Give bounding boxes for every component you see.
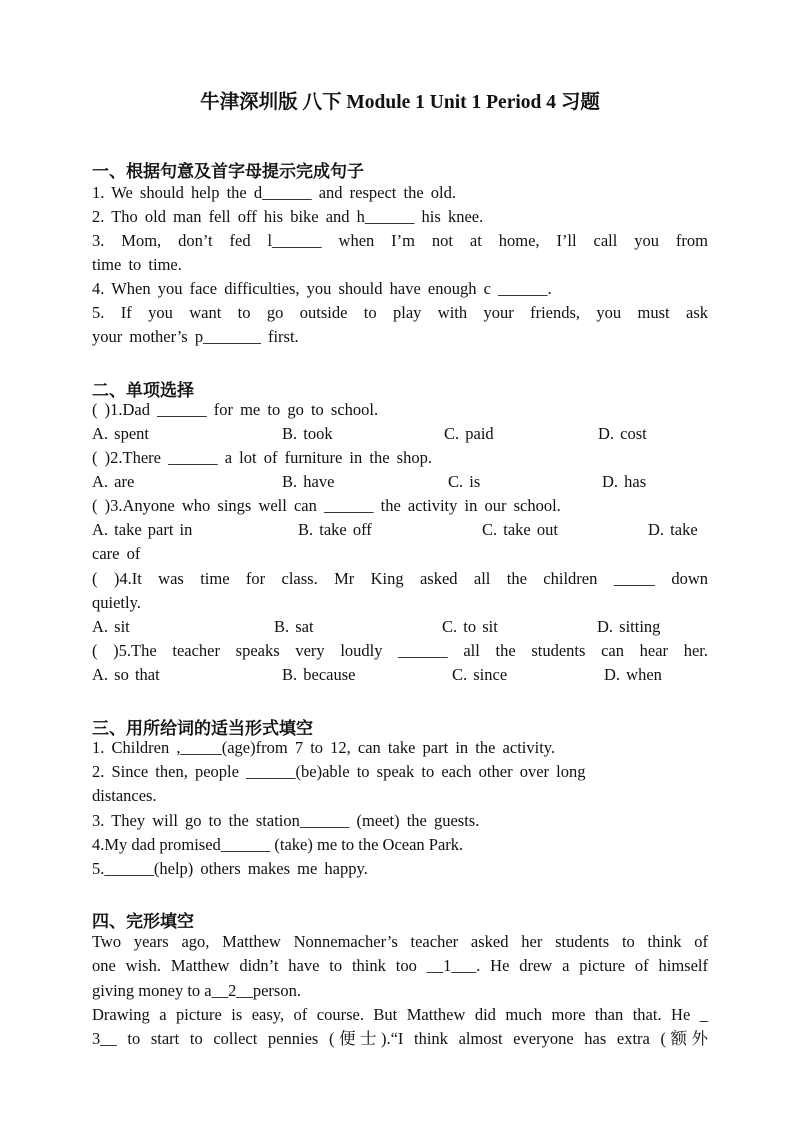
q4-option-c: C. to sit — [442, 617, 498, 636]
q4-option-a: A. sit — [92, 617, 130, 636]
s4-line-2: one wish. Matthew didn’t have to think too __1___. He drew a picture of himself — [92, 956, 708, 975]
q3-option-d-continued: care of — [92, 544, 141, 563]
q4-option-b: B. sat — [274, 617, 314, 636]
s3-line-5: 4.My dad promised______ (take) me to the Ocean Park. — [92, 835, 464, 854]
q5-option-a: A. so that — [92, 665, 160, 684]
q1-options — [92, 422, 708, 446]
q2-option-d: D. has — [602, 472, 647, 491]
s3-line-4: 3. They will go to the station______ (meet) the guests. — [92, 811, 480, 830]
q5-stem: ( )5.The teacher speaks very loudly ______ all the students can hear her. — [92, 641, 708, 660]
s1-line-3: 3. Mom, don’t fed l______ when I’m not at home, I’ll call you from — [92, 231, 708, 250]
q2-option-a: A. are — [92, 472, 135, 491]
q5-option-c: C. since — [452, 665, 508, 684]
page-title: 牛津深圳版 八下 Module 1 Unit 1 Period 4 习题 — [200, 92, 600, 113]
q3-options — [92, 518, 708, 542]
q4-options — [92, 615, 708, 639]
s3-line-1: 1. Children ,_____(age)from 7 to 12, can take part in the activity. — [92, 738, 556, 757]
s1-line-6: 5. If you want to go outside to play with your friends, you must ask — [92, 303, 708, 322]
s3-line-6: 5.______(help) others makes me happy. — [92, 859, 368, 878]
s1-line-7: your mother’s p_______ first. — [92, 327, 299, 346]
section-1-heading: 一、根据句意及首字母提示完成句子 — [92, 162, 364, 182]
q1-option-d: D. cost — [598, 424, 647, 443]
q1-option-a: A. spent — [92, 424, 149, 443]
q1-option-c: C. paid — [444, 424, 494, 443]
q5-options — [92, 663, 708, 687]
s4-line-1: Two years ago, Matthew Nonnemacher’s teacher asked her students to think of — [92, 932, 708, 951]
s3-line-2: 2. Since then, people ______(be)able to speak to each other over long — [92, 762, 586, 781]
section-4-heading: 四、完形填空 — [92, 912, 194, 932]
q5-option-b: B. because — [282, 665, 356, 684]
q1-option-b: B. took — [282, 424, 333, 443]
s4-line-3: giving money to a__2__person. — [92, 981, 301, 1000]
q1-stem: ( )1.Dad ______ for me to go to school. — [92, 400, 379, 419]
q3-option-b: B. take off — [298, 520, 372, 539]
q2-option-b: B. have — [282, 472, 335, 491]
s4-line-5: 3__ to start to collect pennies (便士).“I think almost everyone has extra (额外 — [92, 1029, 708, 1048]
section-3-heading: 三、用所给词的适当形式填空 — [92, 719, 313, 739]
q2-options — [92, 470, 708, 494]
q3-option-a: A. take part in — [92, 520, 193, 539]
q2-option-c: C. is — [448, 472, 481, 491]
s3-line-3: distances. — [92, 786, 157, 805]
q4-stem: ( )4.It was time for class. Mr King asked all the children _____ down — [92, 569, 708, 588]
s1-line-4: time to time. — [92, 255, 182, 274]
s1-line-2: 2. Tho old man fell off his bike and h______ his knee. — [92, 207, 484, 226]
q2-stem: ( )2.There ______ a lot of furniture in the shop. — [92, 448, 432, 467]
q4-option-d: D. sitting — [597, 617, 661, 636]
q3-stem: ( )3.Anyone who sings well can ______ the activity in our school. — [92, 496, 561, 515]
q5-option-d: D. when — [604, 665, 662, 684]
s4-line-4: Drawing a picture is easy, of course. But Matthew did much more than that. He _ — [92, 1005, 708, 1024]
q3-option-c: C. take out — [482, 520, 558, 539]
s1-line-5: 4. When you face difficulties, you should have enough c ______. — [92, 279, 552, 298]
worksheet-page — [92, 0, 708, 1130]
q4-stem-continued: quietly. — [92, 593, 141, 612]
section-2-heading: 二、单项选择 — [92, 381, 194, 401]
q3-option-d: D. take — [648, 520, 698, 539]
s1-line-1: 1. We should help the d______ and respect the old. — [92, 183, 457, 202]
